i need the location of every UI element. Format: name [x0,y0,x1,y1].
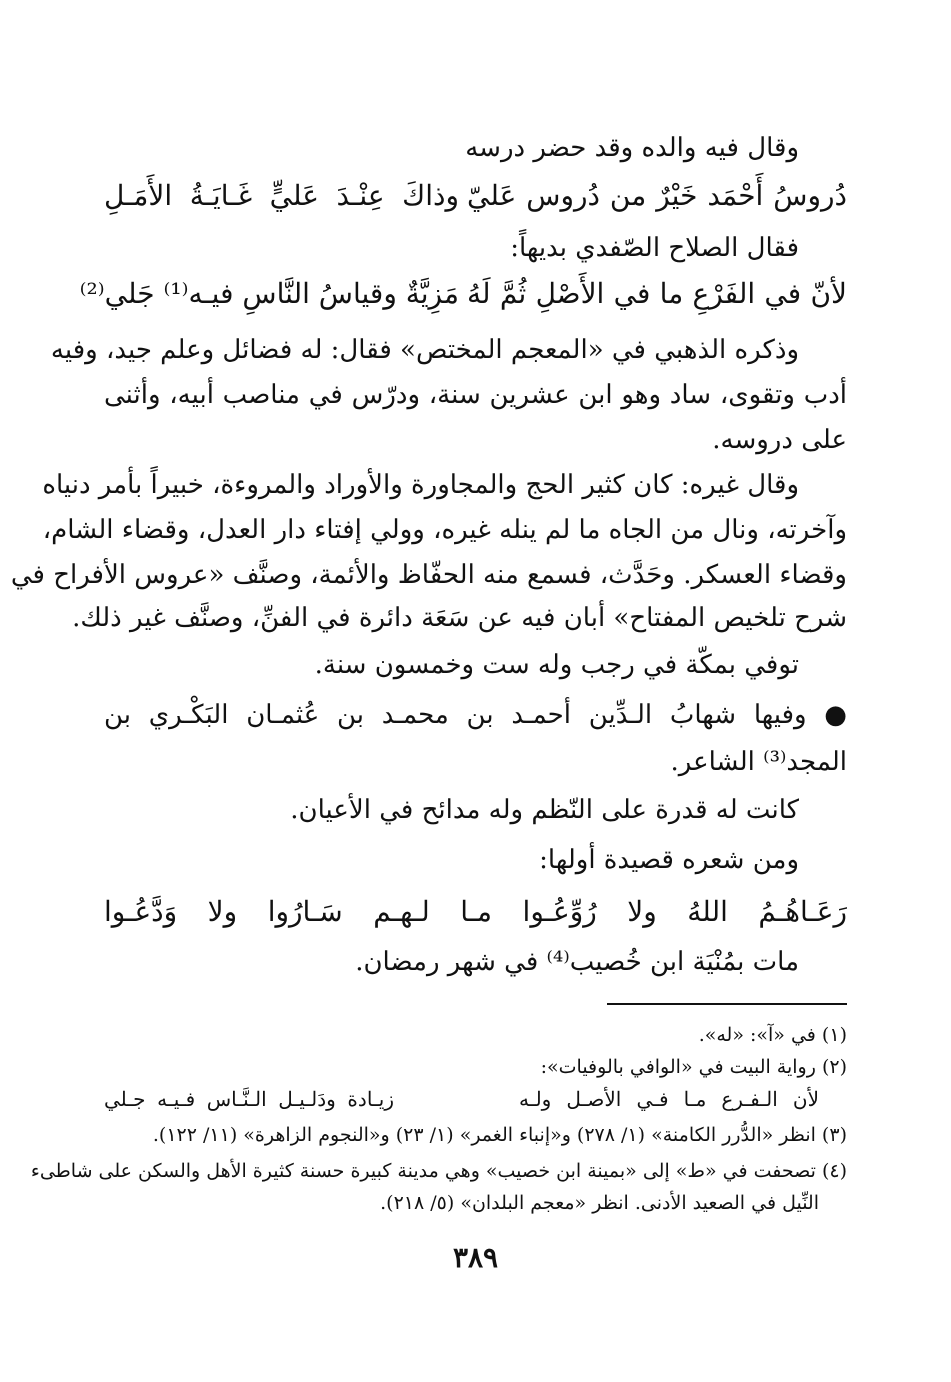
verse-1 [104,172,847,220]
verse-2 [79,270,847,318]
footnote-3: (٣) انظر «الدُّرر الكامنة» (١/ ٢٧٨) و«إنباء الغمر» (١/ ٢٣) و«النجوم الزاهرة» (١١/ ١٢٢). [152,1124,847,1146]
paragraph-line: على دروسه. [712,425,847,455]
verse-1-first-hemistich: دُروسُ أَحْمَد خَيْرٌ من دُروس عَليّ [467,179,847,212]
footnote-verse-second-hemistich: زيـادة ودَلـيـل الـنَّـاس فـيـه جـلي [104,1087,394,1111]
verse-2-first-hemistich: لأنّ في الفَرْعِ ما في الأَصْلِ ثُمَّ لَهُ [467,277,847,310]
paragraph-line: كانت له قدرة على النّظم وله مدائح في الأعيان. [290,795,799,825]
entry-heading-line: ● وفيها شهابُ الـدِّين أحمـد بن محمـد بن عُثمـان البَكْـري بن [104,700,847,730]
page-number: ٣٨٩ [452,1241,499,1274]
verse-3: رَعَـاهُـمُ اللهُ ولا رُوِّعُـوا مـا لـهـم سَـارُوا ولا وَدَّعُـوا [104,895,847,928]
footnote-separator [607,1003,847,1005]
footnote-4-continuation: النِّيل في الصعيد الأدنى. انظر «معجم البلدان» (٥/ ٢١٨). [380,1192,819,1214]
intro-line: وقال فيه والده وقد حضر درسه [465,133,799,163]
verse-2-second-hemistich: مَزِيَّةٌ وقياسُ النَّاسِ فيـه⁽¹⁾ جَلي⁽²⁾ [79,277,459,310]
paragraph-line: أدب وتقوى، ساد وهو ابن عشرين سنة، ودرّس في مناصب أبيه، وأثنى [104,380,847,410]
verse-1-second-hemistich: وذاكَ عِنْـدَ عَليٍّ غَـايَـةُ الأَمَـلِ [104,179,459,212]
paragraph-line: وقضاء العسكر. وحَدَّث، فسمع منه الحفّاظ والأئمة، وصنَّف «عروس الأفراح في [10,560,847,590]
footnote-1: (١) في «آ»: «له». [698,1024,847,1046]
entry-heading-line: المجد⁽³⁾ الشاعر. [670,747,847,777]
footnote-verse-first-hemistich: لأن الـفـرع مـا فـي الأصـل ولـه [519,1087,819,1111]
footnote-2: (٢) رواية البيت في «الوافي بالوفيات»: [540,1056,847,1078]
poem-intro-line: ومن شعره قصيدة أولها: [539,845,799,875]
paragraph-line: وآخرته، ونال من الجاه ما لم ينله غيره، وولي إفتاء دار العدل، وقضاء الشام، [42,515,847,545]
footnote-verse [104,1084,819,1114]
paragraph-line: وقال غيره: كان كثير الحج والمجاورة والأوراد والمروءة، خبيراً بأمر دنياه [42,470,799,500]
footnote-4: (٤) تصحفت في «ط» إلى «بمينة ابن خصيب» وهي مدينة كبيرة حسنة كثيرة الأهل والسكن على شاطىء [30,1160,847,1182]
death-line: توفي بمكّة في رجب وله ست وخمسون سنة. [314,650,799,680]
paragraph-line: شرح تلخيص المفتاح» أبان فيه عن سَعَة دائرة في الفنِّ، وصنَّف غير ذلك. [72,603,847,633]
safadi-intro-line: فقال الصلاح الصّفدي بديهاً: [510,233,799,263]
paragraph-line: وذكره الذهبي في «المعجم المختص» فقال: له فضائل وعلم جيد، وفيه [50,335,799,365]
death-line: مات بمُنْيَة ابن خُصيب⁽⁴⁾ في شهر رمضان. [355,947,799,977]
